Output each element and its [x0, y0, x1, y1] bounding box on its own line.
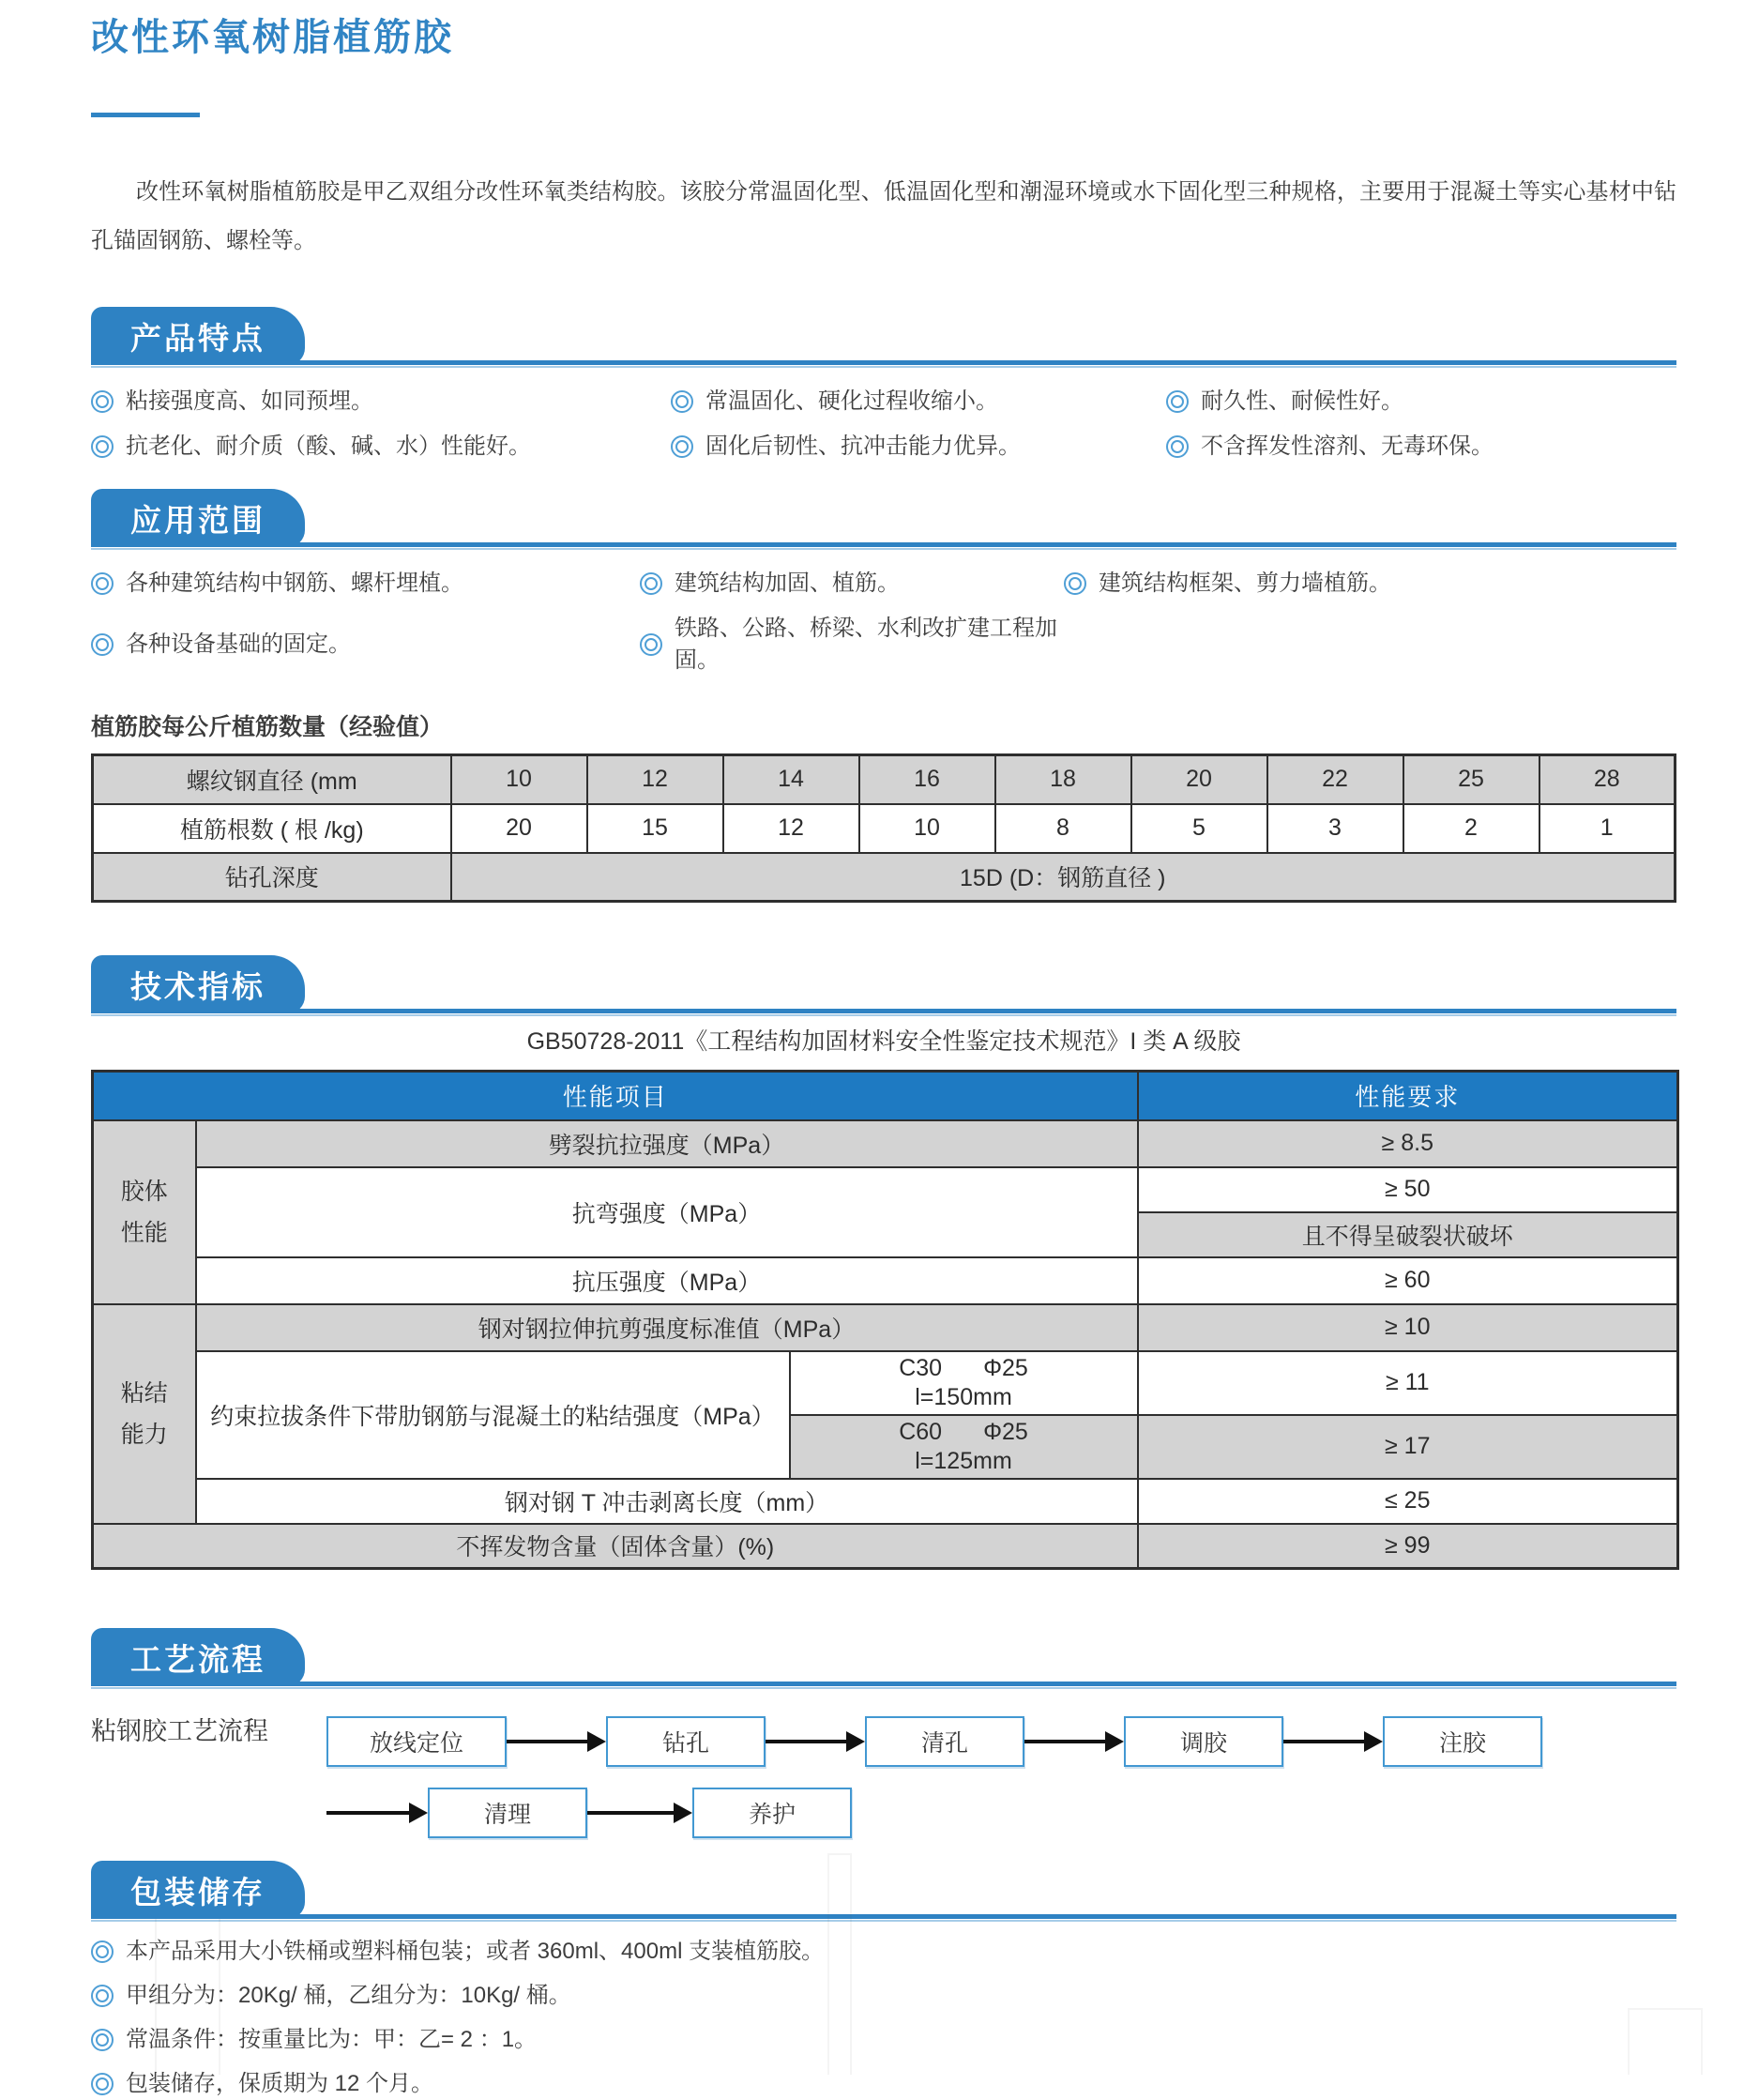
condition-line: l=125mm	[915, 1447, 1012, 1474]
rebar-table	[91, 753, 1676, 903]
packaging-text: 甲组分为：20Kg/ 桶，乙组分为：10Kg/ 桶。	[126, 1983, 571, 2008]
double-circle-icon	[91, 1940, 114, 1963]
condition-line	[798, 1354, 1130, 1383]
flow-arrow-icon	[507, 1731, 606, 1752]
row-label-cell: 钻孔深度	[93, 853, 451, 902]
double-circle-icon	[640, 572, 662, 595]
requirement-cell: 且不得呈破裂状破坏	[1138, 1212, 1678, 1257]
tech-table	[91, 1070, 1679, 1570]
table-row	[93, 1167, 1678, 1212]
application-text: 建筑结构加固、植筋。	[675, 571, 900, 596]
value-cell: 25	[1403, 755, 1539, 804]
application-item	[91, 613, 640, 677]
value-cell: 3	[1267, 804, 1403, 853]
flow-arrow-icon	[326, 1803, 428, 1823]
requirement-cell: ≥ 17	[1138, 1415, 1678, 1479]
value-cell: 12	[587, 755, 723, 804]
double-circle-icon	[91, 2029, 114, 2051]
feature-item	[671, 431, 1166, 463]
section-divider-line	[91, 1914, 1676, 1919]
table-row	[93, 1304, 1678, 1351]
section-header-features	[91, 307, 1676, 367]
group-label: 胶体性能	[120, 1178, 168, 1246]
value-cell: 28	[1539, 755, 1676, 804]
applications-list	[91, 568, 1676, 677]
flow-step: 钻孔	[606, 1716, 766, 1767]
packaging-item	[91, 1936, 1676, 1968]
application-item	[640, 568, 1064, 600]
flow-step: 清理	[428, 1788, 587, 1838]
double-circle-icon	[91, 2073, 114, 2095]
section-badge-applications: 应用范围	[91, 489, 305, 547]
flow-arrow-icon	[1024, 1731, 1124, 1752]
feature-text: 常温固化、硬化过程收缩小。	[705, 388, 998, 414]
packaging-item	[91, 2068, 1676, 2100]
section-badge-tech: 技术指标	[91, 955, 305, 1013]
flow-step: 调胶	[1124, 1716, 1283, 1767]
title-underline	[91, 113, 200, 117]
header-cell-item: 性能项目	[93, 1072, 1138, 1120]
intro-paragraph: 改性环氧树脂植筋胶是甲乙双组分改性环氧类结构胶。该胶分常温固化型、低温固化型和潮湿环境或水下固化型三种规格，主要用于混凝土等实心基材中钻孔锚固钢筋、螺栓等。	[91, 179, 1676, 253]
value-cell: 2	[1403, 804, 1539, 853]
features-list	[91, 386, 1676, 463]
requirement-cell: ≥ 99	[1138, 1524, 1678, 1569]
table-row	[93, 804, 1676, 853]
section-badge-features: 产品特点	[91, 307, 305, 365]
section-divider-line	[91, 1682, 1676, 1686]
application-text: 铁路、公路、桥梁、水利改扩建工程加固。	[675, 616, 1057, 673]
double-circle-icon	[671, 390, 693, 413]
feature-text: 耐久性、耐候性好。	[1201, 388, 1403, 414]
flow-subtitle: 粘钢胶工艺流程	[91, 1717, 268, 1745]
condition-line	[798, 1418, 1130, 1447]
value-cell: 10	[859, 804, 995, 853]
standard-note: GB50728-2011《工程结构加固材料安全性鉴定技术规范》I 类 A 级胶	[526, 1028, 1241, 1055]
table-row	[93, 1120, 1678, 1167]
flow-step: 注胶	[1383, 1716, 1542, 1767]
page-title: 改性环氧树脂植筋胶	[91, 17, 454, 58]
flow-step: 养护	[692, 1788, 852, 1838]
feature-text: 粘接强度高、如同预埋。	[126, 388, 373, 414]
property-cell: 劈裂抗拉强度（MPa）	[196, 1120, 1138, 1167]
value-cell: 5	[1131, 804, 1267, 853]
section-badge-process: 工艺流程	[91, 1628, 305, 1686]
application-item	[91, 568, 640, 600]
header-cell-req: 性能要求	[1138, 1072, 1678, 1120]
group-cell-body	[93, 1120, 196, 1304]
double-circle-icon	[91, 1985, 114, 2007]
property-cell: 钢对钢 T 冲击剥离长度（mm）	[196, 1479, 1138, 1524]
flow-step: 清孔	[865, 1716, 1024, 1767]
row-label-cell: 植筋根数 ( 根 /kg)	[93, 804, 451, 853]
requirement-cell: ≥ 60	[1138, 1257, 1678, 1304]
value-cell: 15	[587, 804, 723, 853]
table-row	[93, 1257, 1678, 1304]
application-text: 各种设备基础的固定。	[126, 632, 351, 657]
feature-text: 固化后韧性、抗冲击能力优异。	[705, 434, 1021, 459]
requirement-cell: ≥ 50	[1138, 1167, 1678, 1212]
flow-row-1	[326, 1705, 1676, 1767]
grade-label: C30	[899, 1354, 943, 1381]
application-item	[640, 613, 1064, 677]
packaging-item	[91, 2024, 1676, 2056]
row-label-cell: 螺纹钢直径 (mm	[93, 755, 451, 804]
feature-text: 抗老化、耐介质（酸、碱、水）性能好。	[126, 434, 531, 459]
flow-arrow-icon	[587, 1803, 692, 1823]
property-cell: 抗弯强度（MPa）	[196, 1167, 1138, 1257]
bar-label: Φ25	[983, 1418, 1028, 1445]
group-cell-bond	[93, 1304, 196, 1524]
requirement-cell: ≤ 25	[1138, 1479, 1678, 1524]
feature-item	[91, 431, 671, 463]
application-text: 建筑结构框架、剪力墙植筋。	[1099, 571, 1391, 596]
flow-arrow-icon	[1283, 1731, 1383, 1752]
requirement-cell: ≥ 10	[1138, 1304, 1678, 1351]
feature-item	[1166, 431, 1676, 463]
double-circle-icon	[91, 390, 114, 413]
section-badge-packaging: 包装储存	[91, 1861, 305, 1919]
value-cell: 8	[995, 804, 1131, 853]
value-cell: 16	[859, 755, 995, 804]
double-circle-icon	[1166, 390, 1189, 413]
double-circle-icon	[91, 435, 114, 458]
rebar-table-title: 植筋胶每公斤植筋数量（经验值）	[91, 714, 444, 740]
application-item	[1064, 568, 1676, 600]
value-cell: 1	[1539, 804, 1676, 853]
table-row	[93, 1351, 1678, 1415]
section-header-packaging	[91, 1861, 1676, 1921]
bar-label: Φ25	[983, 1354, 1028, 1381]
double-circle-icon	[1064, 572, 1086, 595]
property-cell: 不挥发物含量（固体含量）(%)	[93, 1524, 1138, 1569]
double-circle-icon	[91, 572, 114, 595]
value-cell: 14	[723, 755, 859, 804]
section-divider-line	[91, 542, 1676, 547]
table-row	[93, 1479, 1678, 1524]
feature-item	[1166, 386, 1676, 418]
group-label: 粘结能力	[120, 1379, 168, 1448]
feature-text: 不含挥发性溶剂、无毒环保。	[1201, 434, 1494, 459]
property-cell: 抗压强度（MPa）	[196, 1257, 1138, 1304]
span-value-cell: 15D (D：钢筋直径 )	[451, 853, 1676, 902]
table-header-row	[93, 1072, 1678, 1120]
grade-label: C60	[899, 1418, 943, 1445]
double-circle-icon	[1166, 435, 1189, 458]
section-divider-line	[91, 1009, 1676, 1013]
packaging-text: 包装储存，保质期为 12 个月。	[126, 2071, 434, 2096]
table-row	[93, 853, 1676, 902]
packaging-text: 本产品采用大小铁桶或塑料桶包装；或者 360ml、400ml 支装植筋胶。	[126, 1939, 825, 1964]
packaging-list	[91, 1936, 1676, 2100]
condition-cell	[790, 1415, 1138, 1479]
section-header-process	[91, 1628, 1676, 1688]
value-cell: 20	[451, 804, 587, 853]
value-cell: 22	[1267, 755, 1403, 804]
requirement-cell: ≥ 11	[1138, 1351, 1678, 1415]
table-row	[93, 1524, 1678, 1569]
flow-arrow-icon	[766, 1731, 865, 1752]
double-circle-icon	[640, 633, 662, 656]
condition-line: l=150mm	[915, 1383, 1012, 1410]
property-cell: 约束拉拔条件下带肋钢筋与混凝土的粘结强度（MPa）	[196, 1351, 790, 1479]
packaging-item	[91, 1980, 1676, 2012]
double-circle-icon	[91, 633, 114, 656]
requirement-cell: ≥ 8.5	[1138, 1120, 1678, 1167]
value-cell: 10	[451, 755, 587, 804]
section-header-applications	[91, 489, 1676, 549]
value-cell: 12	[723, 804, 859, 853]
value-cell: 20	[1131, 755, 1267, 804]
property-cell: 钢对钢拉伸抗剪强度标准值（MPa）	[196, 1304, 1138, 1351]
feature-item	[671, 386, 1166, 418]
flow-step: 放线定位	[326, 1716, 507, 1767]
section-header-tech	[91, 955, 1676, 1015]
value-cell: 18	[995, 755, 1131, 804]
feature-item	[91, 386, 671, 418]
table-row	[93, 755, 1676, 804]
section-divider-line	[91, 360, 1676, 365]
condition-cell	[790, 1351, 1138, 1415]
flow-row-2	[326, 1788, 1676, 1838]
process-flowchart	[91, 1705, 1676, 1838]
double-circle-icon	[671, 435, 693, 458]
application-text: 各种建筑结构中钢筋、螺杆埋植。	[126, 571, 463, 596]
packaging-text: 常温条件：按重量比为：甲：乙= 2 ：1。	[126, 2027, 538, 2052]
